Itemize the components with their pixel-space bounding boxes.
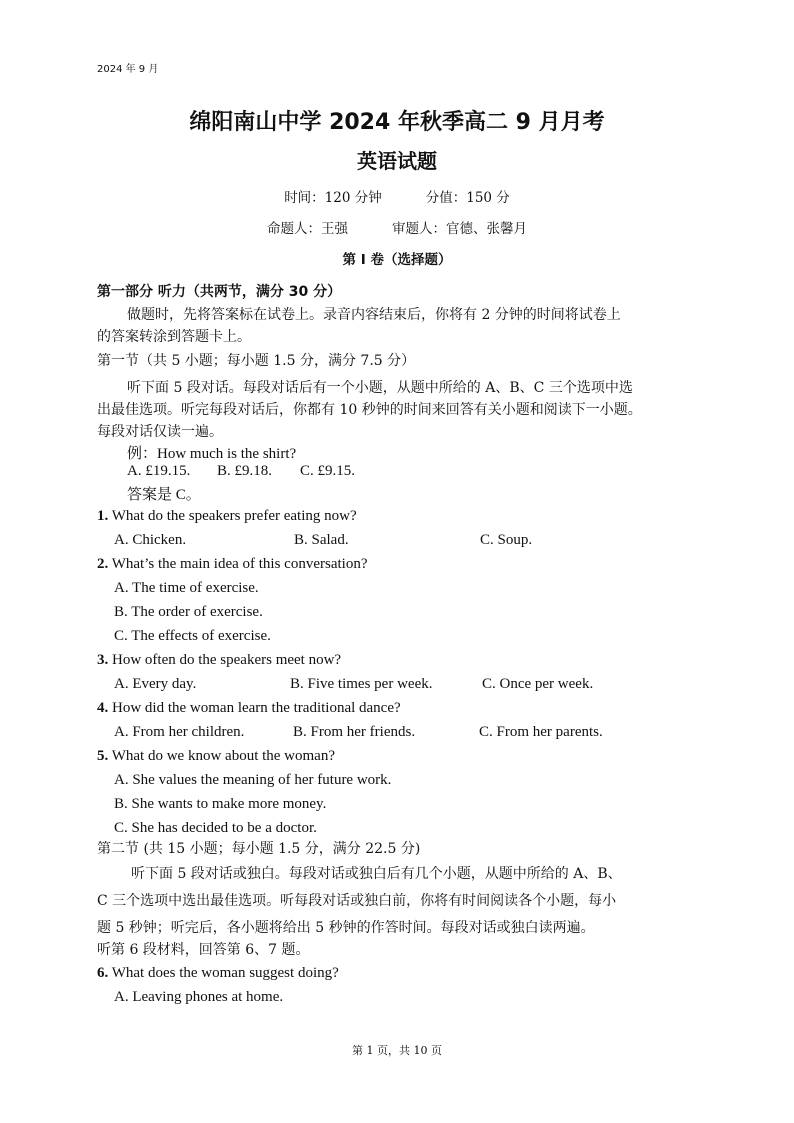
question-2-option-c: C. The effects of exercise. [114,628,271,644]
part1-intro-line1: 做题时，先将答案标在试卷上。录音内容结束后，你将有 2 分钟的时间将试卷上 [127,307,621,323]
question-text: What do we know about the woman? [108,748,336,764]
section2-instr-line2: C 三个选项中选出最佳选项。听每段对话或独白前，你将有时间阅读各个小题，每小 [97,893,617,909]
page-footer: 第 1 页，共 10 页 [352,1044,442,1057]
question-4-option-b: B. From her friends. [293,724,416,740]
example-option-c: C. £9.15. [300,463,356,479]
question-2-option-b: B. The order of exercise. [114,604,263,620]
section2-heading: 第二节 (共 15 小题；每小题 1.5 分，满分 22.5 分) [97,841,421,857]
question-5-option-b: B. She wants to make more money. [114,796,327,812]
question-1-option-c: C. Soup. [480,532,533,548]
question-number: 6. [97,965,109,981]
question-4 [97,700,401,717]
question-4-option-a: A. From her children. [114,724,245,740]
question-1 [97,508,357,525]
question-2 [97,556,367,573]
section1-instr-line3: 每段对话仅读一遍。 [97,424,223,440]
exam-title: 绵阳南山中学 2024 年秋季高二 9 月月考 [189,110,605,135]
question-4-option-c: C. From her parents. [479,724,603,740]
section1-heading: 第一节（共 5 小题；每小题 1.5 分，满分 7.5 分） [97,353,416,369]
question-3-option-b: B. Five times per week. [290,676,433,692]
question-1-option-b: B. Salad. [294,532,349,548]
question-5 [97,748,335,765]
example-option-a: A. £19.15. [127,463,191,479]
question-6-option-a: A. Leaving phones at home. [114,989,284,1005]
question-5-option-c: C. She has decided to be a doctor. [114,820,317,836]
question-number: 1. [97,508,109,524]
exam-score: 分值：150 分 [425,190,510,206]
exam-time: 时间：120 分钟 [284,190,382,206]
question-number: 5. [97,748,109,764]
question-3 [97,652,341,669]
question-2-option-a: A. The time of exercise. [114,580,259,596]
volume-title: 第 I 卷（选择题） [342,252,452,268]
question-5-option-a: A. She values the meaning of her future work. [114,772,392,788]
question-text: What do the speakers prefer eating now? [108,508,357,524]
exam-author: 命题人：王强 [267,221,348,237]
question-number: 4. [97,700,109,716]
exam-reviewer: 审题人：官德、张馨月 [392,221,527,237]
example-question: 例：How much is the shirt? [127,446,297,462]
example-option-b: B. £9.18. [217,463,273,479]
question-6 [97,965,339,982]
exam-time-score [0,186,794,206]
question-text: What’s the main idea of this conversation? [108,556,368,572]
part1-heading: 第一部分 听力（共两节，满分 30 分） [97,284,342,300]
exam-authors [0,217,794,237]
example-answer: 答案是 C。 [127,487,201,503]
question-text: How often do the speakers meet now? [108,652,342,668]
question-3-option-c: C. Once per week. [482,676,594,692]
question-1-option-a: A. Chicken. [114,532,187,548]
header-date: 2024 年 9 月 [97,64,159,75]
section2-material: 听第 6 段材料，回答第 6、7 题。 [97,942,310,958]
section2-instr-line1: 听下面 5 段对话或独白。每段对话或独白后有几个小题，从题中所给的 A、B、 [131,866,622,882]
question-text: How did the woman learn the traditional dance? [108,700,401,716]
exam-subject: 英语试题 [357,149,437,173]
question-3-option-a: A. Every day. [114,676,197,692]
question-number: 2. [97,556,109,572]
question-text: What does the woman suggest doing? [108,965,339,981]
section1-instr-line2: 出最佳选项。听完每段对话后，你都有 10 秒钟的时间来回答有关小题和阅读下一小题。 [97,402,642,418]
section2-instr-line3: 题 5 秒钟；听完后，各小题将给出 5 秒钟的作答时间。每段对话或独白读两遍。 [97,920,595,936]
section1-instr-line1: 听下面 5 段对话。每段对话后有一个小题，从题中所给的 A、B、C 三个选项中选 [127,380,633,396]
part1-intro-line2: 的答案转涂到答题卡上。 [97,329,251,345]
question-number: 3. [97,652,109,668]
